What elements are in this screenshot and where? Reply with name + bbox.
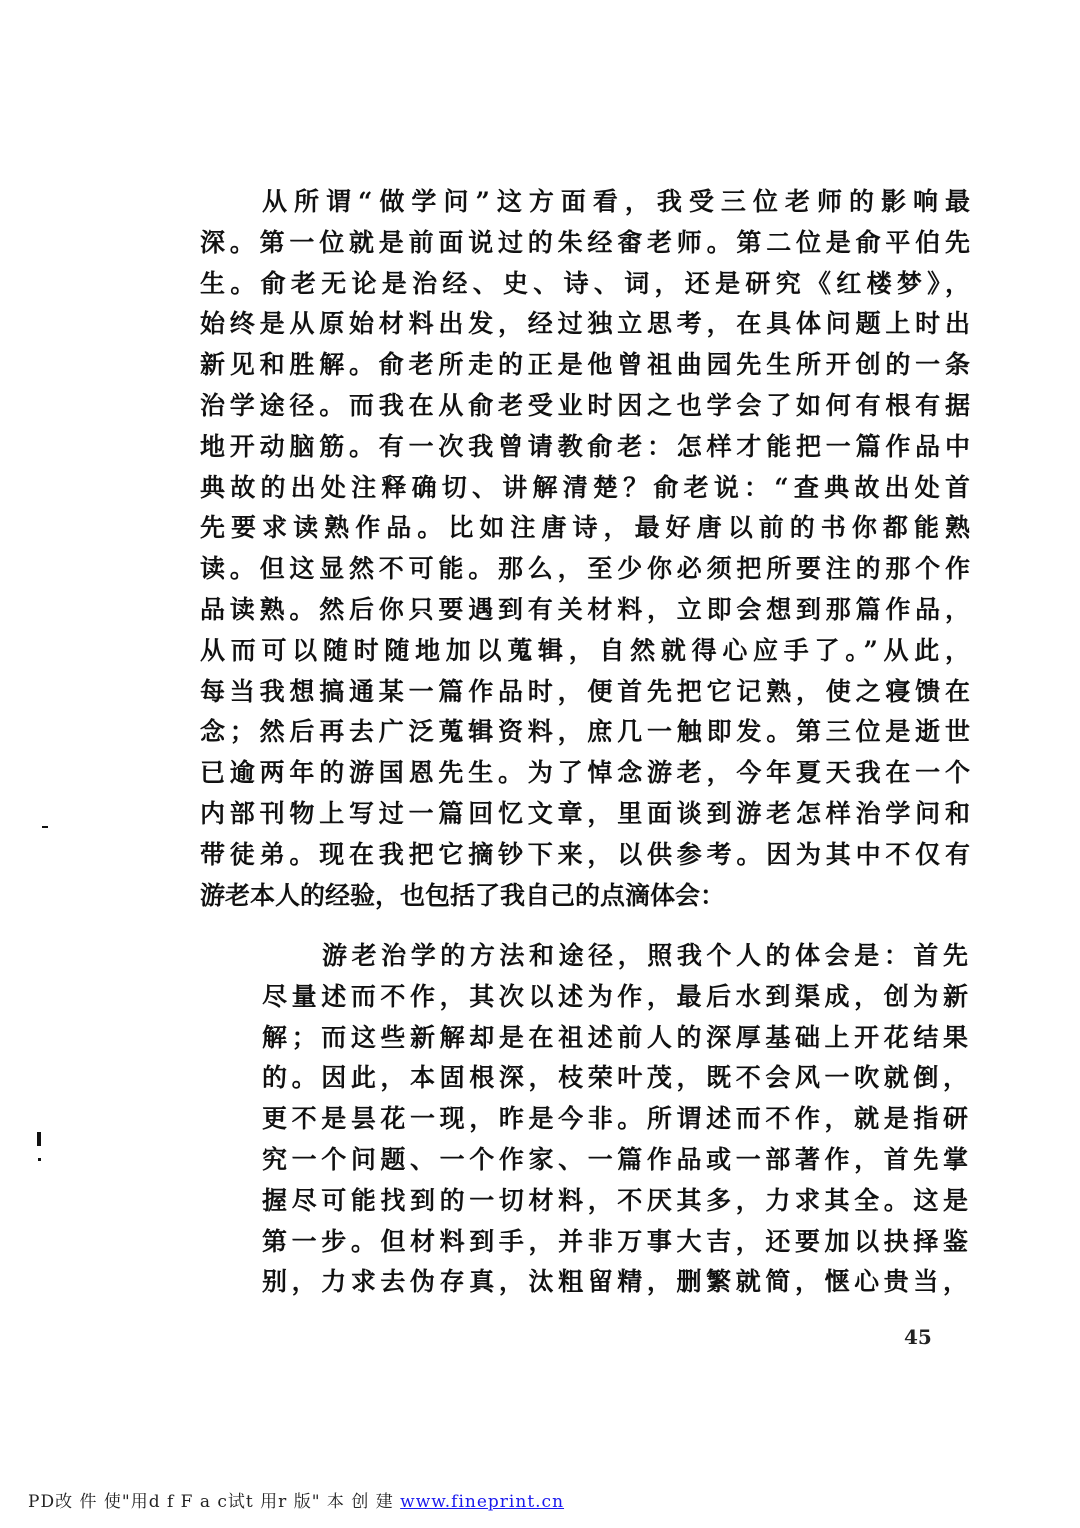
text-line: 治学途径。而我在从俞老受业时因之也学会了如何有根有据 (200, 390, 970, 420)
text-line: 游老本人的经验，也包括了我自己的点滴体会： (200, 880, 726, 910)
text-line: 始终是从原始材料出发，经过独立思考，在具体问题上时出 (200, 309, 970, 339)
text-line: 深。第一位就是前面说过的朱经畬老师。第二位是俞平伯先 (200, 227, 970, 257)
quote-line: 游老治学的方法和途径，照我个人的体会是：首先 (322, 941, 968, 970)
scan-speck (38, 1158, 41, 1161)
quote-line: 解；而这些新解却是在祖述前人的深厚基础上开花结果 (262, 1022, 968, 1052)
text-line: 读。但这显然不可能。那么，至少你必须把所要注的那个作 (200, 554, 970, 584)
page-number: 45 (904, 1325, 932, 1349)
scan-speck (37, 1132, 41, 1146)
main-paragraph (200, 182, 970, 916)
text-line: 品读熟。然后你只要遇到有关材料，立即会想到那篇作品， (200, 594, 970, 624)
quote-line: 握尽可能找到的一切材料，不厌其多，力求其全。这是 (262, 1185, 968, 1215)
scan-speck (42, 826, 48, 828)
footer-link[interactable]: www.fineprint.cn (400, 1492, 565, 1512)
quote-line: 第一步。但材料到手，并非万事大吉，还要加以抉择鉴 (262, 1226, 968, 1256)
footer-text: PD改 件 使"用d f F a c试t 用r 版" 本 创 建 (28, 1492, 394, 1512)
quote-line: 究一个问题、一个作家、一篇作品或一部著作，首先掌 (262, 1144, 968, 1174)
quoted-passage (262, 936, 968, 1303)
quote-line: 尽量述而不作，其次以述为作，最后水到渠成，创为新 (262, 981, 968, 1011)
watermark-footer (28, 1487, 564, 1512)
text-line: 从所谓“做学问”这方面看，我受三位老师的影响最 (262, 187, 970, 216)
text-line: 地开动脑筋。有一次我曾请教俞老：怎样才能把一篇作品中 (200, 431, 970, 461)
text-line: 念；然后再去广泛蒐辑资料，庶几一触即发。第三位是逝世 (200, 717, 970, 747)
text-line: 从而可以随时随地加以蒐辑，自然就得心应手了。”从此， (200, 635, 970, 665)
text-line: 已逾两年的游国恩先生。为了悼念游老，今年夏天我在一个 (200, 758, 970, 788)
text-line: 典故的出处注释确切、讲解清楚？俞老说：“查典故出处首 (200, 472, 970, 502)
text-line: 生。俞老无论是治经、史、诗、词，还是研究《红楼梦》， (200, 268, 970, 298)
text-line: 先要求读熟作品。比如注唐诗，最好唐以前的书你都能熟 (200, 513, 970, 543)
text-line: 每当我想搞通某一篇作品时，便首先把它记熟，使之寝馈在 (200, 676, 970, 706)
text-line: 新见和胜解。俞老所走的正是他曾祖曲园先生所开创的一条 (200, 350, 970, 380)
quote-line: 更不是昙花一现，昨是今非。所谓述而不作，就是指研 (262, 1104, 968, 1134)
text-line: 内部刊物上写过一篇回忆文章，里面谈到游老怎样治学问和 (200, 798, 970, 828)
quote-line: 的。因此，本固根深，枝荣叶茂，既不会风一吹就倒， (262, 1063, 968, 1093)
quote-line: 别，力求去伪存真，汰粗留精，删繁就简，惬心贵当， (262, 1267, 968, 1297)
text-line: 带徒弟。现在我把它摘钞下来，以供参考。因为其中不仅有 (200, 839, 970, 869)
